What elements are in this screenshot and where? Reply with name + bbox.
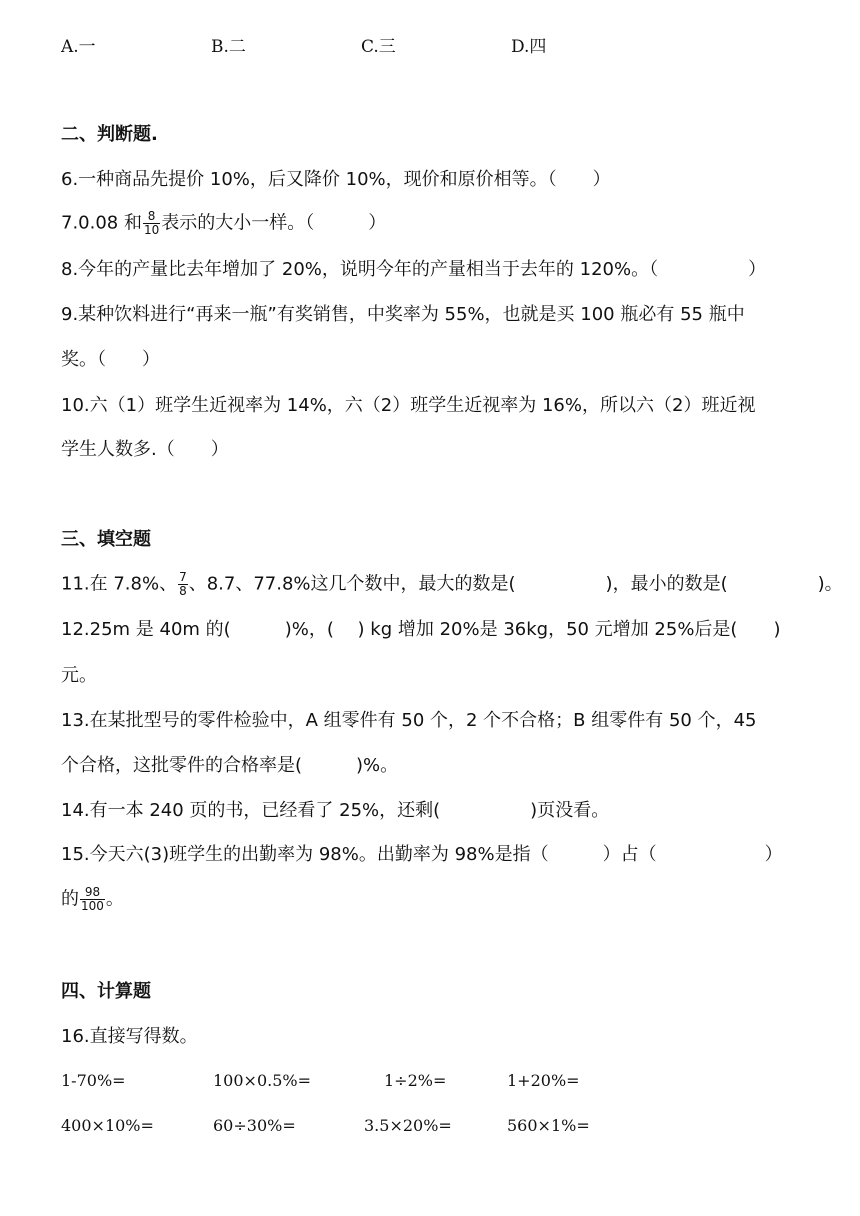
question-12-line-2: 元。 <box>61 665 97 686</box>
q15-frac-den: 100 <box>81 899 104 913</box>
q15-fraction <box>80 886 105 913</box>
option-a: A.一 <box>61 37 96 57</box>
question-10-line-2: 学生人数多.（ ） <box>61 439 229 460</box>
question-16: 16.直接写得数。 <box>61 1026 198 1047</box>
question-7 <box>61 210 386 237</box>
question-13-line-1: 13.在某批型号的零件检验中，A 组零件有 50 个，2 个不合格；B 组零件有 50 个，45 <box>61 710 757 731</box>
question-8: 8.今年的产量比去年增加了 20%，说明今年的产量相当于去年的 120%。（ ） <box>61 259 767 280</box>
question-15-line-2 <box>61 886 124 913</box>
option-d: D.四 <box>511 37 547 57</box>
q7-text-post: 表示的大小一样。（ ） <box>161 212 387 234</box>
q7-frac-den: 10 <box>143 223 160 237</box>
q15-frac-num: 98 <box>80 886 105 900</box>
calc-item: 60÷30%= <box>213 1116 296 1135</box>
option-c: C.三 <box>361 37 396 57</box>
q11-fraction <box>178 571 188 598</box>
calc-item: 1-70%= <box>61 1071 126 1090</box>
question-10-line-1: 10.六（1）班学生近视率为 14%，六（2）班学生近视率为 16%，所以六（2）班近视 <box>61 395 756 416</box>
question-15-line-1: 15.今天六(3)班学生的出勤率为 98%。出勤率为 98%是指（ ）占（ ） <box>61 844 783 865</box>
q15-text-pre: 的 <box>61 888 79 910</box>
calc-item: 400×10%= <box>61 1116 154 1135</box>
option-b: B.二 <box>211 37 246 57</box>
question-12-line-1: 12.25m 是 40m 的( )%，( ) kg 增加 20%是 36kg，50 元增加 25%后是( ) <box>61 619 781 640</box>
q11-text-post: 、8.7、77.8%这几个数中，最大的数是( )，最小的数是( )。 <box>188 573 843 595</box>
question-9-line-1: 9.某种饮料进行“再来一瓶”有奖销售，中奖率为 55%，也就是买 100 瓶必有 55 瓶中 <box>61 304 745 325</box>
calc-item: 560×1%= <box>507 1116 590 1135</box>
q11-text-pre: 11.在 7.8%、 <box>61 573 178 595</box>
q7-text-pre: 7.0.08 和 <box>61 212 142 234</box>
q7-frac-num: 8 <box>143 210 160 224</box>
section-4-title: 四、计算题 <box>61 981 151 1002</box>
question-11 <box>61 571 843 598</box>
calc-item: 100×0.5%= <box>213 1071 311 1090</box>
section-3-title: 三、填空题 <box>61 529 151 550</box>
q11-frac-den: 8 <box>179 584 187 598</box>
q11-frac-num: 7 <box>179 570 187 584</box>
section-2-title: 二、判断题. <box>61 124 158 145</box>
q15-text-post: 。 <box>105 888 124 910</box>
question-14: 14.有一本 240 页的书，已经看了 25%，还剩( )页没看。 <box>61 800 610 821</box>
calc-item: 1+20%= <box>507 1071 580 1090</box>
calc-item: 1÷2%= <box>384 1071 447 1090</box>
question-6: 6.一种商品先提价 10%，后又降价 10%，现价和原价相等。（ ） <box>61 169 611 190</box>
q7-fraction <box>143 210 160 237</box>
calc-item: 3.5×20%= <box>364 1116 452 1135</box>
question-13-line-2: 个合格，这批零件的合格率是( )%。 <box>61 755 399 776</box>
question-9-line-2: 奖。（ ） <box>61 349 160 370</box>
